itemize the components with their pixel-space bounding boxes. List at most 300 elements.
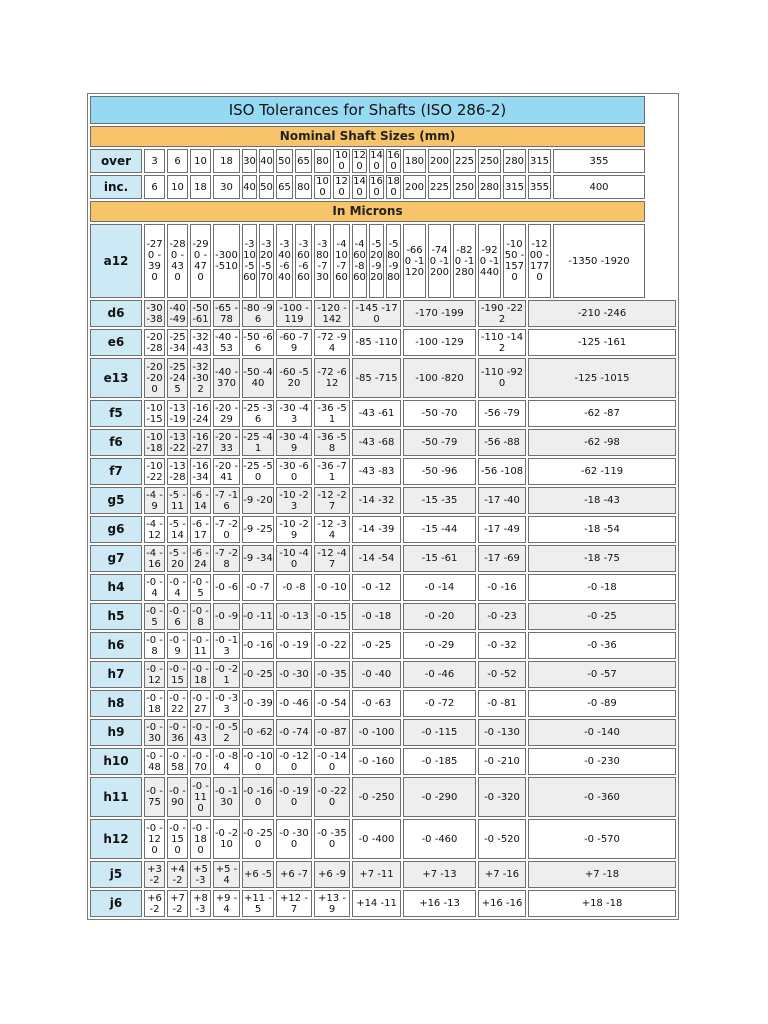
tolerance-cell: -10 -15 [144,400,165,427]
tolerance-cell: -0 -72 [403,690,476,717]
size-cell: 50 [276,149,293,173]
tolerance-cell: -62 -87 [528,400,676,427]
tolerance-cell: -0 -36 [528,632,676,659]
tolerance-cell: -340 -640 [276,224,293,298]
tolerance-row-h10 [90,748,676,775]
size-cell: 18 [190,175,211,199]
tolerance-cell: -25 -245 [167,358,188,398]
tolerance-cell: -43 -83 [352,458,401,485]
tolerance-row-g5 [90,487,676,514]
tolerance-cell: -0 -90 [167,777,188,817]
tolerance-cell: -0 -62 [242,719,274,746]
tolerance-cell: -0 -180 [190,819,211,859]
tolerance-cell: -50 -96 [403,458,476,485]
tolerance-cell: -0 -13 [213,632,240,659]
tolerance-cell: -20 -29 [213,400,240,427]
tolerance-class-label: h11 [90,777,142,817]
tolerance-cell: -0 -150 [167,819,188,859]
tolerance-cell: -10 -29 [276,516,312,543]
tolerance-cell: -0 -46 [403,661,476,688]
tolerance-cell: -0 -33 [213,690,240,717]
tolerance-class-label: h9 [90,719,142,746]
size-cell: 6 [167,149,188,173]
tolerance-cell: +16 -13 [403,890,476,917]
tolerance-cell: -62 -98 [528,429,676,456]
tolerance-cell: -0 -8 [276,574,312,601]
tolerance-row-f5 [90,400,676,427]
size-cell: 200 [428,149,451,173]
tolerance-cell: -0 -22 [314,632,350,659]
tolerance-row-h5 [90,603,676,630]
tolerance-cell: -100 -820 [403,358,476,398]
tolerance-cell: -0 -20 [403,603,476,630]
tolerance-cell: -0 -13 [276,603,312,630]
tolerance-cell: -0 -160 [352,748,401,775]
tolerance-cell: +3 -2 [144,861,165,888]
tolerance-row-h9 [90,719,676,746]
tolerance-cell: -0 -5 [144,603,165,630]
tolerance-cell: -270 -390 [144,224,165,298]
tolerance-cell: -16 -24 [190,400,211,427]
tolerance-cell: -72 -94 [314,329,350,356]
tolerance-cell: +6 -7 [276,861,312,888]
tolerance-cell: -125 -161 [528,329,676,356]
size-cell: 250 [478,149,501,173]
tolerance-cell: -0 -10 [314,574,350,601]
tolerance-cell: -0 -350 [314,819,350,859]
tolerance-cell: -820 -1280 [453,224,476,298]
size-cell: 120 [353,150,366,172]
size-cell: 180 [403,149,426,173]
tolerance-cell: -56 -108 [478,458,526,485]
tolerance-cell: -0 -120 [276,748,312,775]
tolerance-row-h4 [90,574,676,601]
tolerance-cell: -0 -18 [528,574,676,601]
size-cell: 40 [259,149,274,173]
tolerance-cell: -4 -9 [144,487,165,514]
tolerance-cell: -12 -27 [314,487,350,514]
tolerance-cell: -16 -34 [190,458,211,485]
tolerance-cell: -18 -54 [528,516,676,543]
size-cell: 355 [553,149,645,173]
tolerance-cell: -4 -16 [144,545,165,572]
tolerance-cell: -13 -28 [167,458,188,485]
size-cell: 120 [333,175,350,199]
tolerance-cell: -520 -920 [369,224,384,298]
tolerance-cell: -4 -12 [144,516,165,543]
tolerance-cell: -380 -730 [314,224,331,298]
tolerance-row-f6 [90,429,676,456]
tolerance-cell: -15 -44 [403,516,476,543]
tolerance-cell: -0 -9 [167,632,188,659]
tolerance-cell: -0 -6 [213,574,240,601]
tolerance-cell: +9 -4 [213,890,240,917]
tolerance-class-label: h4 [90,574,142,601]
tolerance-cell: +14 -11 [352,890,401,917]
tolerance-class-label: e13 [90,358,142,398]
tolerance-cell: -0 -400 [352,819,401,859]
tolerance-cell: -32 -302 [190,358,211,398]
tolerance-cell: -0 -46 [276,690,312,717]
tolerance-cell: -280 -430 [167,224,188,298]
tolerance-cell: -30 -49 [276,429,312,456]
tolerance-row-h6 [90,632,676,659]
tolerance-cell: -72 -612 [314,358,350,398]
tolerance-cell: -6 -17 [190,516,211,543]
size-cell: 140 [353,176,366,198]
tolerance-cell: -0 -52 [213,719,240,746]
tolerance-cell: -410 -760 [333,224,350,298]
tolerance-cell: -60 -520 [276,358,312,398]
tolerance-cell: -0 -11 [242,603,274,630]
tolerance-row-h11 [90,777,676,817]
tolerance-cell: -100 -119 [276,300,312,327]
tolerance-cell: -0 -18 [190,661,211,688]
size-cell: 280 [503,149,526,173]
tolerance-cell: -7 -16 [213,487,240,514]
size-cell: 140 [370,150,383,172]
tolerance-class-label: h7 [90,661,142,688]
tolerance-cell: -7 -20 [213,516,240,543]
tolerance-cell: -0 -89 [528,690,676,717]
tolerance-cell: -145 -170 [352,300,401,327]
tolerance-cell: -0 -48 [144,748,165,775]
tolerance-cell: -1050 -1570 [503,224,526,298]
tolerance-cell: -0 -140 [528,719,676,746]
size-row-inc [90,175,676,199]
size-cell: 160 [387,150,400,172]
tolerance-cell: -0 -21 [213,661,240,688]
tolerance-cell: -0 -4 [167,574,188,601]
iso-tolerance-table [88,94,678,919]
tolerance-cell: -5 -14 [167,516,188,543]
tolerance-cell: -0 -16 [478,574,526,601]
tolerance-row-j6 [90,890,676,917]
tolerance-cell: -0 -19 [276,632,312,659]
tolerance-cell: -0 -210 [213,819,240,859]
tolerance-cell: -0 -110 [190,777,211,817]
size-cell: 315 [503,175,526,199]
tolerance-cell: -15 -61 [403,545,476,572]
tolerance-cell: -0 -36 [167,719,188,746]
tolerance-cell: -460 -860 [352,224,367,298]
tolerance-cell: -0 -8 [190,603,211,630]
size-cell: 100 [333,149,350,173]
tolerance-row-h8 [90,690,676,717]
tolerance-cell: -580 -980 [386,224,401,298]
tolerance-class-label: g5 [90,487,142,514]
tolerance-cell: -15 -35 [403,487,476,514]
tolerance-cell: -320 -570 [259,224,274,298]
tolerance-cell: -0 -70 [190,748,211,775]
tolerance-cell: -10 -18 [144,429,165,456]
tolerance-cell: -110 -920 [478,358,526,398]
tolerance-cell: -9 -25 [242,516,274,543]
tolerance-row-e13 [90,358,676,398]
size-cell: 400 [553,175,645,199]
tolerance-cell: -0 -290 [403,777,476,817]
tolerance-cell: -360 -660 [295,224,312,298]
tolerance-cell: -0 -54 [314,690,350,717]
tolerance-cell: -5 -20 [167,545,188,572]
size-cell: 200 [403,175,426,199]
tolerance-cell: +16 -16 [478,890,526,917]
tolerance-cell: +13 -9 [314,890,350,917]
tolerance-cell: +7 -2 [167,890,188,917]
tolerance-cell: -10 -23 [276,487,312,514]
tolerance-class-label: a12 [90,224,142,298]
tolerance-cell: -13 -22 [167,429,188,456]
tolerance-cell: -0 -27 [190,690,211,717]
tolerance-cell: -0 -23 [478,603,526,630]
tolerance-cell: +6 -2 [144,890,165,917]
tolerance-cell: -0 -25 [528,603,676,630]
tolerance-cell: -0 -360 [528,777,676,817]
tolerance-cell: -0 -75 [144,777,165,817]
size-cell: 3 [144,149,165,173]
tolerance-cell: -36 -51 [314,400,350,427]
tolerance-cell: -40 -53 [213,329,240,356]
tolerance-cell: -16 -27 [190,429,211,456]
tolerance-cell: -0 -25 [352,632,401,659]
tolerance-cell: -0 -84 [213,748,240,775]
tolerance-cell: -25 -50 [242,458,274,485]
tolerance-cell: +5 -3 [190,861,211,888]
size-cell: 250 [453,175,476,199]
tolerance-cell: -25 -34 [167,329,188,356]
tolerance-cell: -0 -190 [276,777,312,817]
tolerance-cell: -0 -81 [478,690,526,717]
tolerance-cell: -17 -49 [478,516,526,543]
tolerance-cell: -0 -140 [314,748,350,775]
size-cell: 80 [314,149,331,173]
tolerance-cell: -50 -66 [242,329,274,356]
tolerance-cell: -0 -100 [352,719,401,746]
tolerance-cell: +11 -5 [242,890,274,917]
size-cell: 160 [370,176,383,198]
tolerance-class-label: d6 [90,300,142,327]
tolerance-cell: -0 -300 [276,819,312,859]
tolerance-cell: -7 -28 [213,545,240,572]
tolerance-cell: -32 -43 [190,329,211,356]
tolerance-cell: -40 -49 [167,300,188,327]
tolerance-cell: -50 -79 [403,429,476,456]
tolerance-cell: -17 -69 [478,545,526,572]
tolerance-class-label: f7 [90,458,142,485]
tolerance-cell: -0 -520 [478,819,526,859]
tolerance-cell: -0 -35 [314,661,350,688]
tolerance-cell: -0 -30 [144,719,165,746]
tolerance-cell: +6 -9 [314,861,350,888]
row-label: inc. [90,175,142,199]
tolerance-class-label: e6 [90,329,142,356]
tolerance-cell: -10 -22 [144,458,165,485]
size-cell: 65 [276,175,293,199]
tolerance-cell: -0 -43 [190,719,211,746]
tolerance-cell: -0 -12 [144,661,165,688]
tolerance-cell: -30 -38 [144,300,165,327]
tolerance-cell: -9 -34 [242,545,274,572]
tolerance-cell: -0 -52 [478,661,526,688]
tolerance-class-label: f5 [90,400,142,427]
tolerance-cell: -0 -74 [276,719,312,746]
tolerance-cell: -0 -16 [242,632,274,659]
tolerance-cell: -0 -130 [213,777,240,817]
tolerance-cell: -14 -39 [352,516,401,543]
tolerance-cell: -20 -200 [144,358,165,398]
tolerance-cell: -12 -47 [314,545,350,572]
tolerance-cell: -0 -18 [144,690,165,717]
tolerance-cell: -0 -11 [190,632,211,659]
tolerance-cell: +12 -7 [276,890,312,917]
tolerance-cell: +7 -18 [528,861,676,888]
tolerance-cell: -30 -60 [276,458,312,485]
tolerance-cell: -0 -14 [403,574,476,601]
tolerance-row-a12 [90,224,676,298]
tolerance-cell: -85 -110 [352,329,401,356]
tolerance-cell: -0 -250 [242,819,274,859]
tolerance-cell: -0 -12 [352,574,401,601]
tolerance-cell: -0 -160 [242,777,274,817]
tolerance-cell: -9 -20 [242,487,274,514]
tolerance-cell: -6 -14 [190,487,211,514]
tolerance-cell: -5 -11 [167,487,188,514]
tolerance-cell: -1350 -1920 [553,224,645,298]
tolerance-cell: -10 -40 [276,545,312,572]
tolerance-cell: -62 -119 [528,458,676,485]
tolerance-class-label: h6 [90,632,142,659]
size-cell: 225 [453,149,476,173]
tolerance-class-label: j5 [90,861,142,888]
tolerance-row-g7 [90,545,676,572]
size-cell: 6 [144,175,165,199]
size-cell: 10 [190,149,211,173]
size-cell: 180 [387,176,400,198]
tolerance-cell: -110 -142 [478,329,526,356]
tolerance-cell: -50 -440 [242,358,274,398]
tolerance-cell: -14 -32 [352,487,401,514]
size-cell: 80 [295,175,312,199]
tolerance-cell: -80 -96 [242,300,274,327]
tolerance-row-d6 [90,300,676,327]
tolerance-cell: -100 -129 [403,329,476,356]
tolerance-cell: -0 -25 [242,661,274,688]
tolerance-cell: -310 -560 [242,224,257,298]
tolerance-cell: -36 -71 [314,458,350,485]
tolerance-cell: -0 -87 [314,719,350,746]
tolerance-cell: -0 -115 [403,719,476,746]
tolerance-cell: -0 -57 [528,661,676,688]
tolerance-cell: +18 -18 [528,890,676,917]
tolerance-cell: -65 -78 [213,300,240,327]
tolerance-cell: -60 -79 [276,329,312,356]
size-cell: 225 [428,175,451,199]
tolerance-cell: -25 -41 [242,429,274,456]
tolerance-cell: -20 -33 [213,429,240,456]
size-cell: 40 [242,175,257,199]
tolerance-cell: -85 -715 [352,358,401,398]
tolerance-cell: -6 -24 [190,545,211,572]
tolerance-cell: -1200 -1770 [528,224,551,298]
tolerance-row-j5 [90,861,676,888]
row-label: over [90,149,142,173]
tolerance-class-label: f6 [90,429,142,456]
tolerance-cell: -0 -4 [144,574,165,601]
tolerance-cell: -0 -5 [190,574,211,601]
nominal-sizes-header: Nominal Shaft Sizes (mm) [90,126,645,147]
tolerance-cell: -0 -9 [213,603,240,630]
tolerance-cell: -0 -18 [352,603,401,630]
tolerance-row-e6 [90,329,676,356]
tolerance-class-label: h10 [90,748,142,775]
tolerance-cell: +7 -13 [403,861,476,888]
tolerance-cell: -0 -460 [403,819,476,859]
tolerance-cell: -50 -70 [403,400,476,427]
tolerance-cell: -0 -6 [167,603,188,630]
tolerance-cell: +7 -16 [478,861,526,888]
tolerance-cell: -56 -79 [478,400,526,427]
tolerance-cell: +4 -2 [167,861,188,888]
tolerance-cell: -0 -230 [528,748,676,775]
tolerance-cell: -0 -210 [478,748,526,775]
tolerance-cell: -210 -246 [528,300,676,327]
tolerance-class-label: h5 [90,603,142,630]
tolerance-cell: -0 -29 [403,632,476,659]
tolerance-cell: -43 -68 [352,429,401,456]
size-cell: 30 [213,175,240,199]
tolerance-cell: -0 -32 [478,632,526,659]
tolerance-cell: -18 -75 [528,545,676,572]
size-cell: 355 [528,175,551,199]
tolerance-row-g6 [90,516,676,543]
tolerance-cell: -660 -1120 [403,224,426,298]
size-cell: 315 [528,149,551,173]
tolerance-cell: -190 -222 [478,300,526,327]
tolerance-cell: -740 -1200 [428,224,451,298]
tolerance-class-label: h8 [90,690,142,717]
size-cell: 65 [295,149,312,173]
tolerance-cell: -30 -43 [276,400,312,427]
tolerance-cell: -0 -220 [314,777,350,817]
tolerance-class-label: g6 [90,516,142,543]
tolerance-row-h7 [90,661,676,688]
tolerance-cell: +7 -11 [352,861,401,888]
tolerance-class-label: h12 [90,819,142,859]
tolerance-cell: -43 -61 [352,400,401,427]
tolerance-cell: +6 -5 [242,861,274,888]
size-cell: 50 [259,175,274,199]
tolerance-cell: -0 -22 [167,690,188,717]
tolerance-cell: -0 -185 [403,748,476,775]
tolerance-cell: -290 -470 [190,224,211,298]
size-row-over [90,149,676,173]
tolerance-cell: -0 -58 [167,748,188,775]
tolerance-cell: -50 -61 [190,300,211,327]
tolerance-cell: -0 -8 [144,632,165,659]
tolerance-cell: -0 -7 [242,574,274,601]
tolerance-cell: -0 -100 [242,748,274,775]
tolerance-cell: -0 -39 [242,690,274,717]
tolerance-row-h12 [90,819,676,859]
size-cell: 280 [478,175,501,199]
tolerance-cell: -0 -250 [352,777,401,817]
tolerance-cell: -300 -510 [213,224,240,298]
tolerance-cell: -170 -199 [403,300,476,327]
size-cell: 30 [242,149,257,173]
tolerance-cell: -0 -570 [528,819,676,859]
tolerance-cell: +8 -3 [190,890,211,917]
size-cell: 18 [213,149,240,173]
